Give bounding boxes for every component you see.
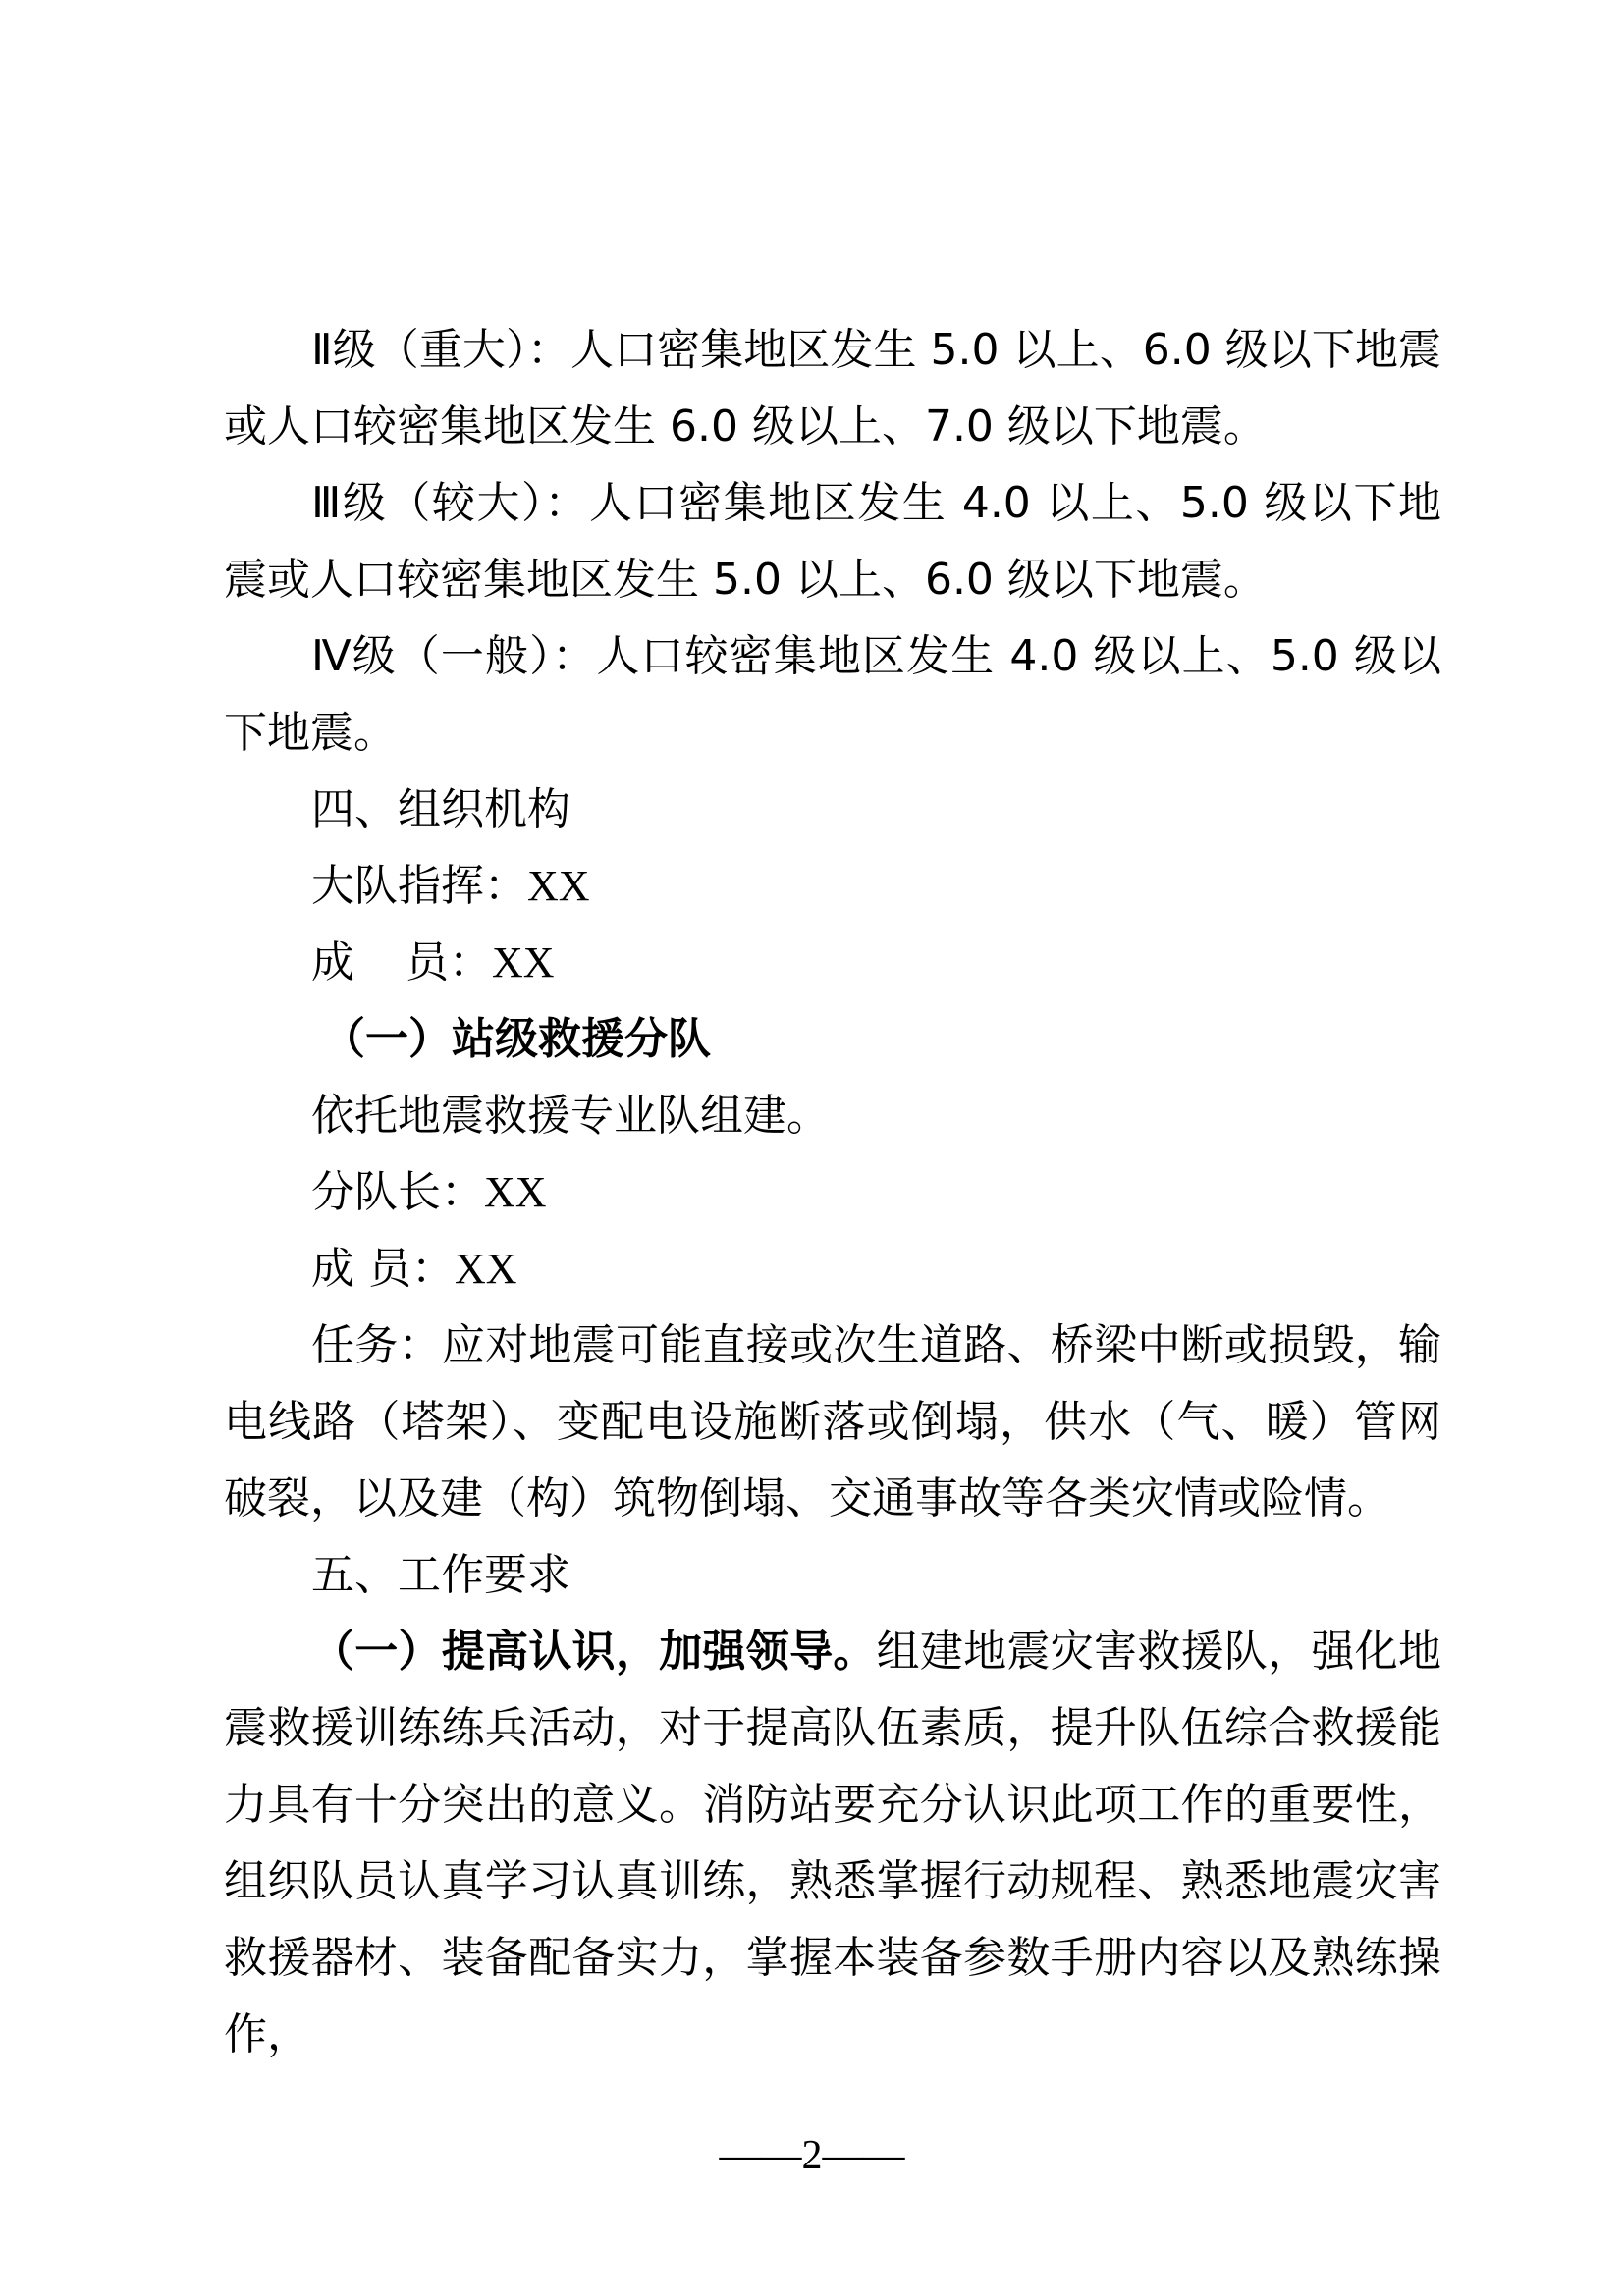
commander-value: XX [527,862,590,910]
commander-label: 大队指挥： [311,861,527,911]
members2-label: 成 员： [311,1244,455,1294]
document-body [224,312,1441,2073]
members-label-a: 成 [311,937,354,988]
members-value: XX [492,938,555,987]
paragraph-level-3: Ⅲ级（较大）：人口密集地区发生 4.0 以上、5.0 级以下地震或人口较密集地区发生 5.0 以上、6.0 级以下地震。 [224,478,1441,605]
requirement-1-title: （一）提高认识，加强领导。 [311,1627,877,1677]
leader-label: 分队长： [311,1167,484,1217]
paragraph-level-4: Ⅳ级（一般）：人口较密集地区发生 4.0 级以上、5.0 级以下地震。 [224,631,1441,758]
commander-line [224,848,1441,925]
leader-value: XX [484,1168,547,1216]
subsection-1-heading: （一）站级救援分队 [322,1014,711,1064]
members-line [224,925,1441,1001]
basis-paragraph: 依托地震救援专业队组建。 [311,1091,830,1141]
section-4-heading: 四、组织机构 [311,784,570,834]
members-label-b: 员： [406,937,492,988]
requirement-1-text: 组建地震灾害救援队，强化地震救援训练练兵活动，对于提高队伍素质，提升队伍综合救援能力具有十分突出的意义。消防站要充分认识此项工作的重要性，组织队员认真学习认真训练，熟悉掌握行动规程、熟悉地震灾害救援器材、装备配备实力，掌握本装备参数手册内容以及熟练操作， [224,1627,1441,2059]
leader-line [224,1154,1441,1231]
section-5-heading: 五、工作要求 [311,1550,570,1600]
members2-line [224,1231,1441,1308]
members2-value: XX [455,1245,517,1293]
requirement-1-paragraph [224,1614,1441,2073]
page-number: ——2—— [719,2133,905,2178]
paragraph-level-2: Ⅱ级（重大）：人口密集地区发生 5.0 以上、6.0 级以下地震或人口较密集地区发生 6.0 级以上、7.0 级以下地震。 [224,325,1441,452]
task-paragraph: 任务：应对地震可能直接或次生道路、桥梁中断或损毁，输电线路（塔架）、变配电设施断落或倒塌，供水（气、暖）管网破裂，以及建（构）筑物倒塌、交通事故等各类灾情或险情。 [224,1320,1441,1523]
